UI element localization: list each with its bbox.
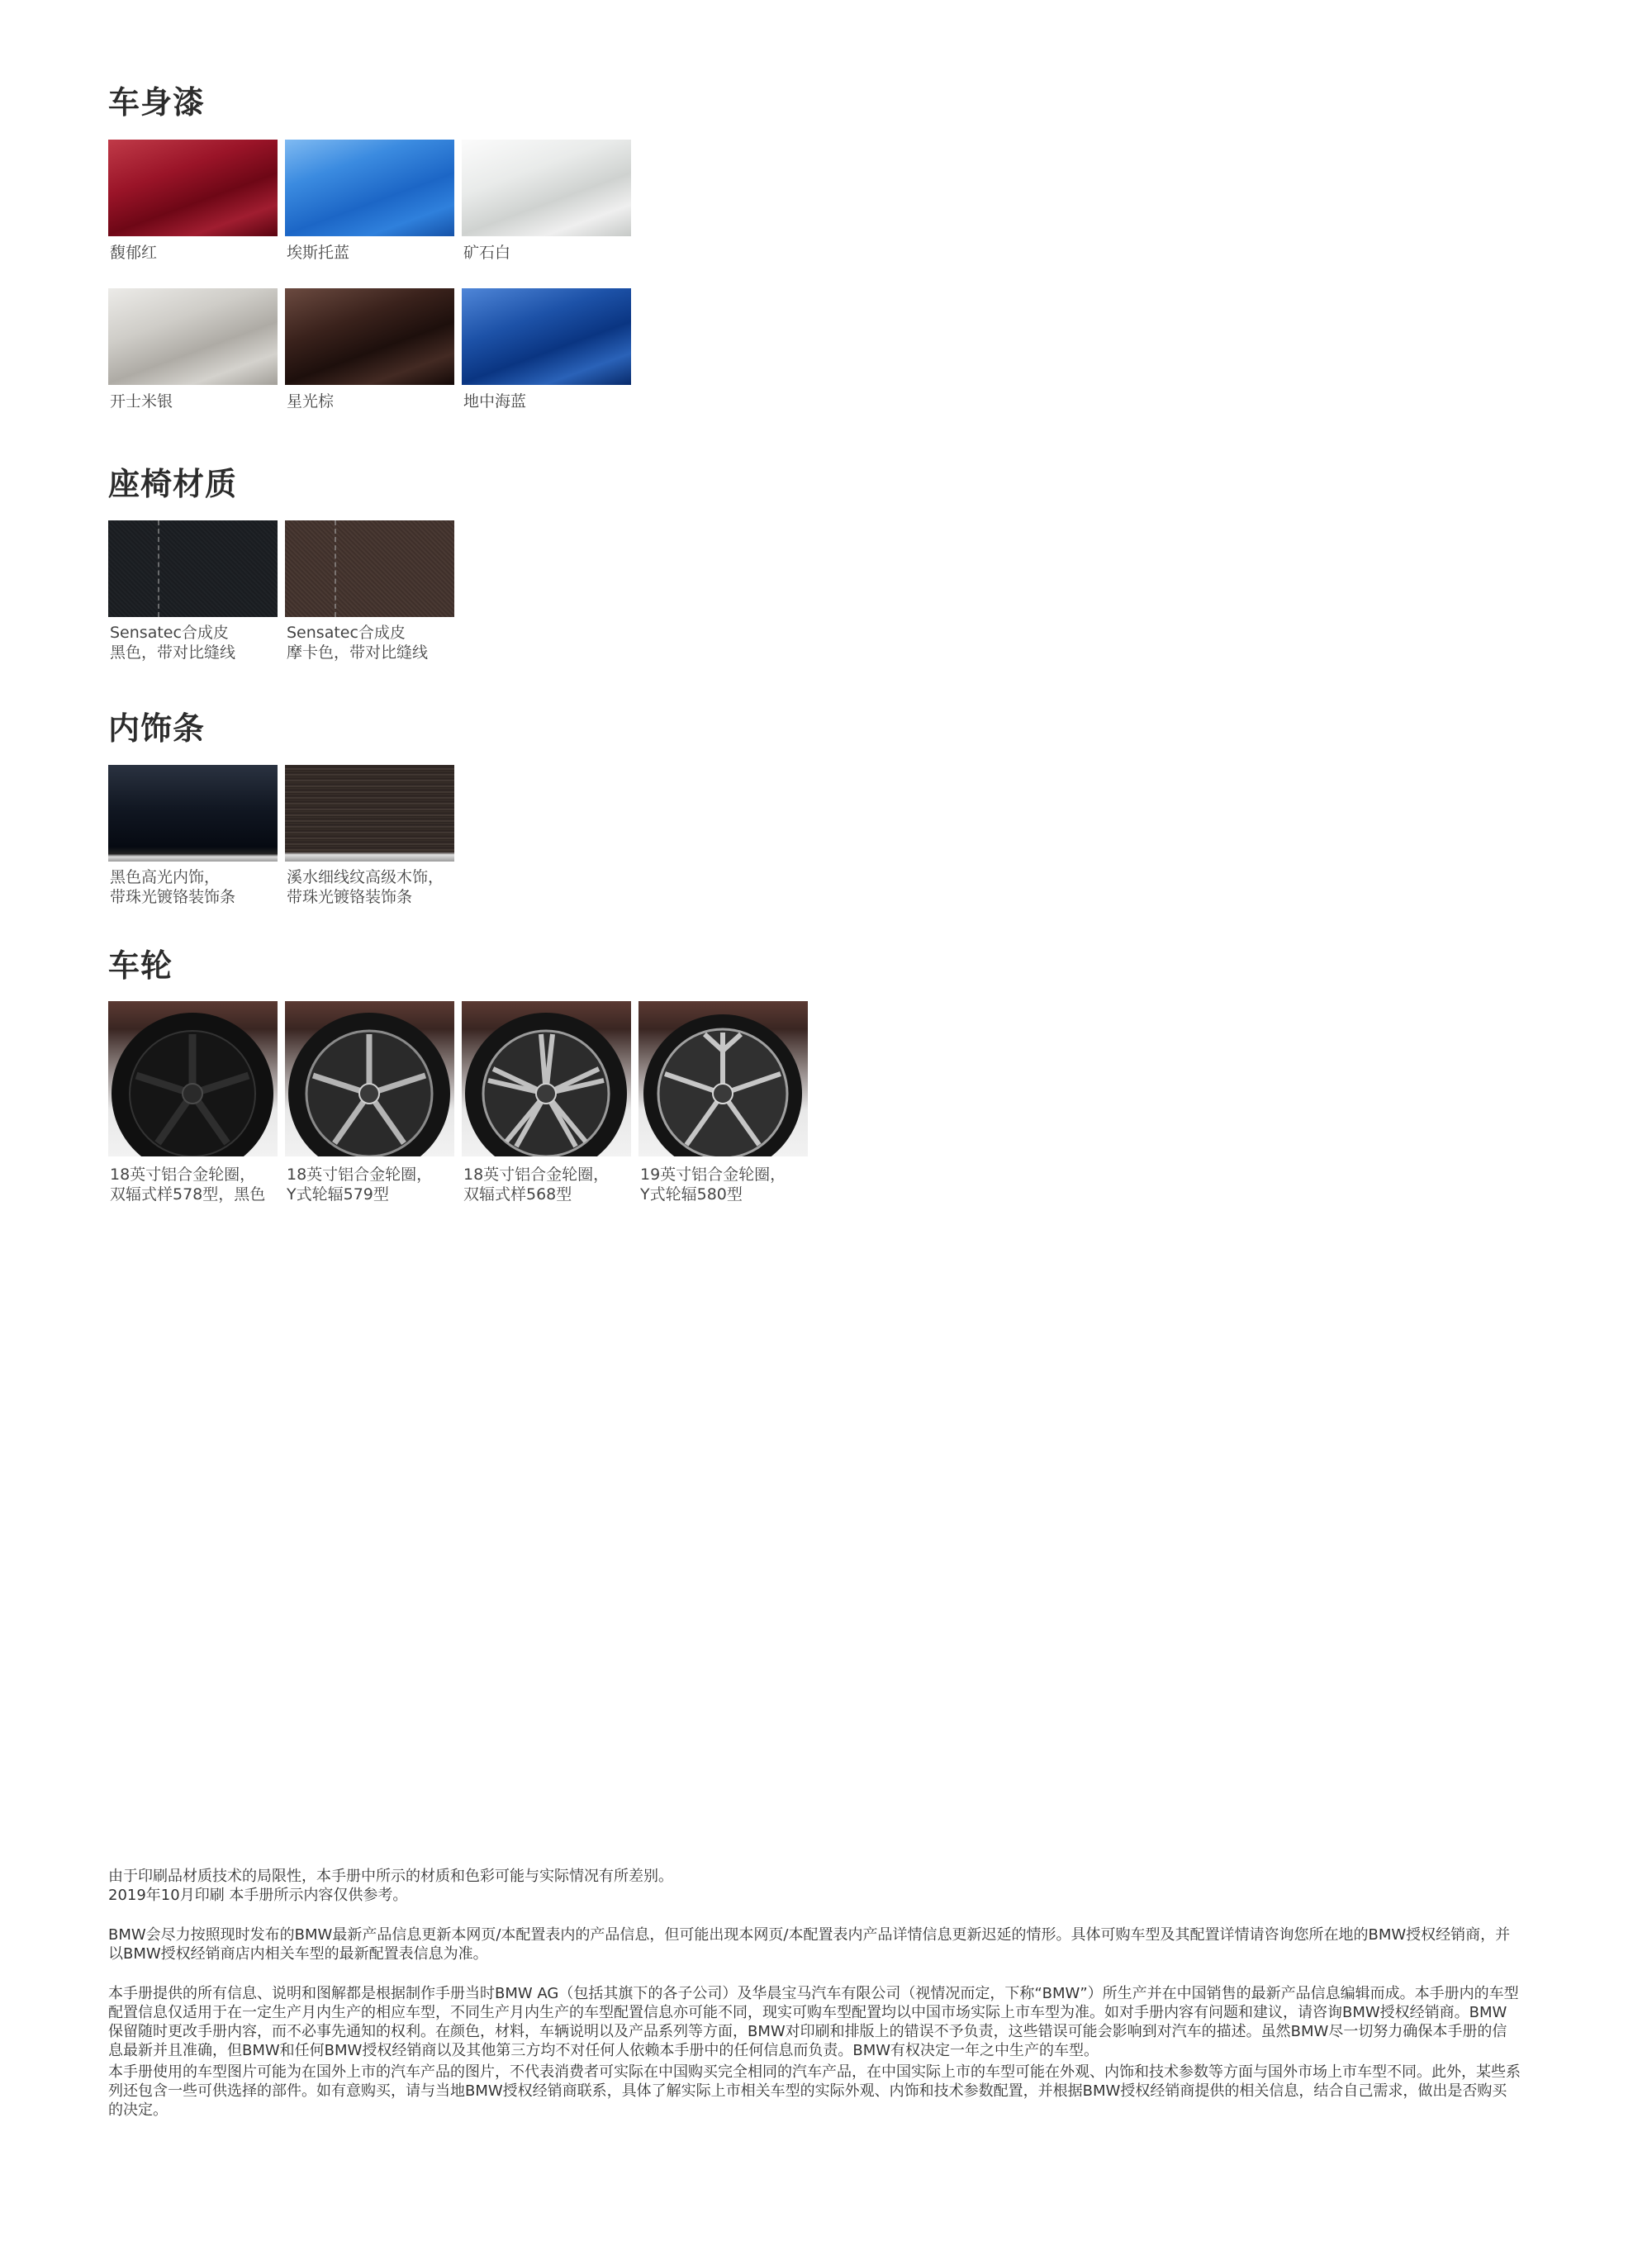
wheel-caption: 18英寸铝合金轮圈， 双辐式样578型，黑色 [110, 1166, 266, 1204]
paint-name: 埃斯托蓝 [287, 244, 350, 262]
trim-chip [285, 765, 454, 862]
wheel-icon [285, 1001, 454, 1156]
paint-name: 星光棕 [287, 392, 335, 411]
paint-name: 地中海蓝 [463, 392, 527, 411]
wheel-icon [108, 1001, 278, 1156]
trim-section-title: 内饰条 [108, 710, 206, 747]
paint-chip [108, 288, 278, 385]
wheel-icon [638, 1001, 808, 1156]
paint-name: 馥郁红 [110, 244, 158, 262]
disclaimer-legal: 本手册提供的所有信息、说明和图解都是根据制作手册当时BMW AG（包括其旗下的各子公司）及华晨宝马汽车有限公司（视情况而定，下称“BMW”）所生产并在中国销售的最新产品信息编辑而成。本手册内的车型配置信息仅适用于在一定生产月内生产的相应车型，不同生产月内生产的车型配置信息亦可能不同，现实可购车型配置均以中国市场实际上市车型为准。如对手册内容有问题和建议，请咨询BMW授权经销商。BMW保留随时更改手册内容，而不必事先通知的权利。在颜色，材料，车辆说明以及产品系列等方面，BMW对印刷和排版上的错误不予负责，这些错误可能会影响到对汽车的描述。虽然BMW尽一切努力确保本手册的信息最新并且准确，但BMW和任何BMW授权经销商以及其他第三方均不对任何人依赖本手册中的任何信息而负责。BMW有权决定一年之中生产的车型。 [108, 1985, 1519, 2059]
seat-section-title: 座椅材质 [108, 466, 238, 502]
paint-name: 矿石白 [463, 244, 511, 262]
paint-chip [108, 140, 278, 236]
contrast-stitch [335, 520, 336, 617]
seat-caption: Sensatec合成皮 黑色，带对比缝线 [110, 624, 236, 662]
wheel-section-title: 车轮 [108, 947, 173, 984]
seat-chip [108, 520, 278, 617]
seat-chip [285, 520, 454, 617]
paint-name: 开士米银 [110, 392, 173, 411]
wheel-photo [108, 1001, 278, 1156]
paint-chip [462, 288, 631, 385]
trim-chip [108, 765, 278, 862]
contrast-stitch [158, 520, 159, 617]
wheel-photo [285, 1001, 454, 1156]
paint-section-title: 车身漆 [108, 84, 206, 121]
paint-chip [285, 288, 454, 385]
seat-caption: Sensatec合成皮 摩卡色，带对比缝线 [287, 624, 429, 662]
disclaimer-images: 本手册使用的车型图片可能为在国外上市的汽车产品的图片，不代表消费者可实际在中国购买完全相同的汽车产品，在中国实际上市的车型可能在外观、内饰和技术参数等方面与国外市场上市车型不同。此外，某些系列还包含一些可供选择的部件。如有意购买，请与当地BMW授权经销商联系，具体了解实际上市相关车型的实际外观、内饰和技术参数配置，并根据BMW授权经销商提供的相关信息，结合自己需求，做出是否购买的决定。 [108, 2063, 1521, 2119]
wheel-caption: 18英寸铝合金轮圈， 双辐式样568型 [463, 1166, 610, 1204]
disclaimer-print-note: 由于印刷品材质技术的局限性，本手册中所示的材质和色彩可能与实际情况有所差别。 [108, 1868, 673, 1885]
wheel-caption: 19英寸铝合金轮圈， Y式轮辐580型 [640, 1166, 786, 1204]
wheel-photo [462, 1001, 631, 1156]
trim-caption: 黑色高光内饰， 带珠光镀铬装饰条 [110, 868, 236, 906]
paint-chip [285, 140, 454, 236]
wheel-photo [638, 1001, 808, 1156]
disclaimer-print-date: 2019年10月印刷 本手册所示内容仅供参考。 [108, 1887, 408, 1904]
wheel-icon [462, 1001, 631, 1156]
disclaimer-update-note: BMW会尽力按照现时发布的BMW最新产品信息更新本网页/本配置表内的产品信息，但可能出现本网页/本配置表内产品详情信息更新迟延的情形。具体可购车型及其配置详情请咨询您所在地的BMW授权经销商，并以BMW授权经销商店内相关车型的最新配置表信息为准。 [108, 1926, 1511, 1963]
wheel-caption: 18英寸铝合金轮圈， Y式轮辐579型 [287, 1166, 433, 1204]
paint-chip [462, 140, 631, 236]
trim-caption: 溪水细线纹高级木饰， 带珠光镀铬装饰条 [287, 868, 444, 906]
